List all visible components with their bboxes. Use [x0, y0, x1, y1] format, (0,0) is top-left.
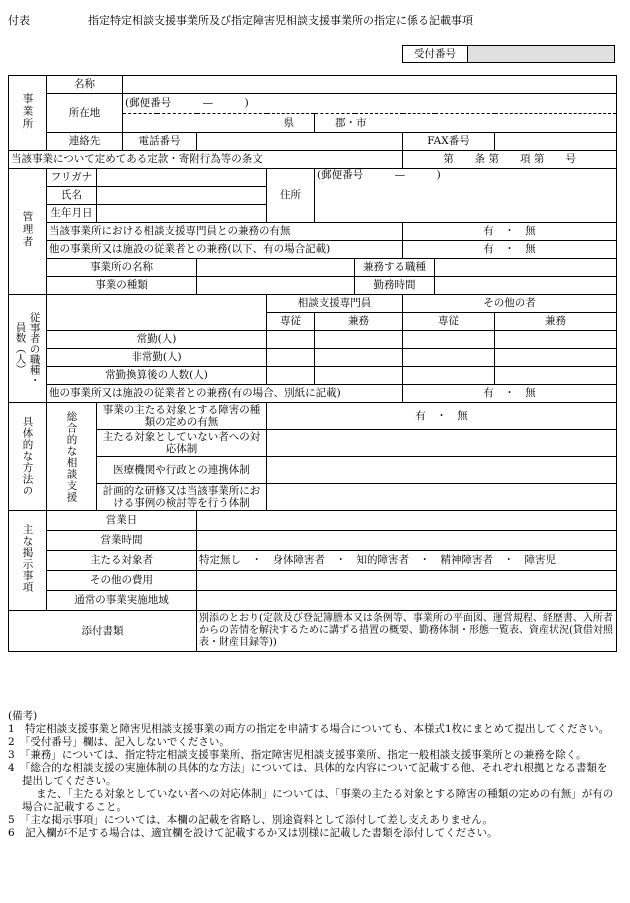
manager-concurrent-other-label: 他の事業所又は施設の従業者との兼務(以下、有の場合記載) [47, 241, 403, 259]
staff-specialist-concurrent-header: 兼務 [315, 313, 403, 331]
manager-office-name-label: 事業所の名称 [47, 259, 197, 277]
staff-cell[interactable] [495, 367, 617, 385]
office-fax-input[interactable] [495, 133, 617, 151]
receipt-number-box [402, 45, 615, 63]
staff-other-concurrent-choice[interactable]: 有 ・ 無 [403, 385, 617, 403]
staff-fte-label: 常勤換算後の人数(人) [47, 367, 267, 385]
staff-section-label: 員数（人） 従事者の職種・ [9, 295, 47, 403]
article-fields[interactable]: 第 条 第 項 第 号 [403, 151, 617, 169]
manager-role-input[interactable] [435, 259, 617, 277]
office-pref-label: 県 [123, 113, 315, 133]
docs-label: 添付書類 [9, 611, 197, 652]
office-contact-label: 連絡先 [47, 133, 123, 151]
manager-office-type-label: 事業の種類 [47, 277, 197, 295]
staff-cell[interactable] [403, 349, 495, 367]
manager-address-input[interactable] [315, 169, 617, 223]
system-non-target-input[interactable] [267, 430, 617, 457]
staff-cell[interactable] [403, 367, 495, 385]
system-target-type-label: 事業の主たる対象とする障害の種類の定めの有無 [97, 403, 267, 430]
staff-other-concurrent-header: 兼務 [495, 313, 617, 331]
system-section-label: 具体的な方法の [9, 403, 47, 511]
staff-cell[interactable] [267, 349, 315, 367]
manager-concurrent-specialist-choice[interactable]: 有 ・ 無 [403, 223, 617, 241]
staff-cell[interactable] [315, 367, 403, 385]
form-title: 指定特定相談支援事業所及び指定障害児相談支援事業所の指定に係る記載事項 [88, 14, 473, 27]
office-name-label: 名称 [47, 76, 123, 94]
staff-specialist-full-header: 専従 [267, 313, 315, 331]
office-location-label: 所在地 [47, 94, 123, 133]
manager-furigana-label: フリガナ [47, 169, 97, 187]
manager-furigana-input[interactable] [97, 169, 267, 187]
docs-text: 別添のとおり(定款及び登記簿謄本又は条例等、事業所の平面図、運営規程、経歴書、入所者からの苦情を解決するために講ずる措置の概要、勤務体制・形態一覧表、資産状況(貸借対照表・財産目録等)) [197, 611, 617, 652]
manager-name-label: 氏名 [47, 187, 97, 205]
staff-other-full-header: 専従 [403, 313, 495, 331]
manager-office-name-input[interactable] [197, 259, 355, 277]
system-cooperation-input[interactable] [267, 457, 617, 484]
staff-fulltime-label: 常勤(人) [47, 331, 267, 349]
notice-fees-label: その他の費用 [47, 571, 197, 591]
manager-office-type-input[interactable] [197, 277, 355, 295]
system-training-input[interactable] [267, 484, 617, 511]
notes-section [8, 710, 616, 840]
office-tel-input[interactable] [197, 133, 403, 151]
manager-role-label: 兼務する職種 [355, 259, 435, 277]
notice-hours-input[interactable] [197, 531, 617, 551]
note-item: 4 「総合的な相談支援の実施体制の具体的な方法」については、具体的な内容について記載する他、それぞれ根拠となる書類を提出してください。 [8, 762, 608, 787]
note-item: 5 「主な掲示事項」については、本欄の記載を省略し、別途資料として添付して差し支えありません。 [8, 814, 493, 826]
notice-hours-label: 営業時間 [47, 531, 197, 551]
application-form-table [8, 75, 617, 652]
staff-cell[interactable] [403, 331, 495, 349]
office-postal-code[interactable]: (郵便番号 — ) [123, 94, 617, 114]
staff-cell[interactable] [495, 331, 617, 349]
staff-cell[interactable] [267, 367, 315, 385]
system-target-type-choice[interactable]: 有 ・ 無 [267, 403, 617, 430]
staff-other-header: その他の者 [403, 295, 617, 313]
system-section-sublabel: 総合的な相談支援 [47, 403, 97, 511]
note-item: 3 「兼務」については、指定特定相談支援事業所、指定障害児相談支援事業所、指定一般相談支援事業所との兼務を除く。 [8, 749, 587, 761]
staff-parttime-label: 非常勤(人) [47, 349, 267, 367]
manager-dob-input[interactable] [97, 205, 267, 223]
system-non-target-label: 主たる対象としていない者への対応体制 [97, 430, 267, 457]
article-label: 当該事業について定めてある定款・寄附行為等の条文 [9, 151, 403, 169]
manager-dob-label: 生年月日 [47, 205, 97, 223]
notice-target-label: 主たる対象者 [47, 551, 197, 571]
staff-specialist-header: 相談支援専門員 [267, 295, 403, 313]
office-section-label: 事業所 [9, 76, 47, 151]
form-header [8, 12, 473, 28]
manager-concurrent-other-choice[interactable]: 有 ・ 無 [403, 241, 617, 259]
manager-section-label: 管理者 [9, 169, 47, 295]
system-cooperation-label: 医療機関や行政との連携体制 [97, 457, 267, 484]
staff-other-concurrent-label: 他の事業所又は施設の従業者との兼務(有の場合、別紙に記載) [47, 385, 403, 403]
manager-postal-code: (郵便番号 — ) [317, 169, 441, 181]
notes-title: (備考) [8, 710, 38, 722]
office-tel-label: 電話番号 [123, 133, 197, 151]
notice-fees-input[interactable] [197, 571, 617, 591]
office-name-input[interactable] [123, 76, 617, 94]
staff-cell[interactable] [315, 331, 403, 349]
notice-days-label: 営業日 [47, 511, 197, 531]
office-fax-label: FAX番号 [403, 133, 495, 151]
notice-area-input[interactable] [197, 591, 617, 611]
receipt-label: 受付番号 [403, 46, 468, 63]
staff-cell[interactable] [495, 349, 617, 367]
staff-blank-corner [47, 295, 267, 331]
office-city-label: 郡・市 [315, 113, 617, 133]
manager-concurrent-specialist-label: 当該事業所における相談支援専門員との兼務の有無 [47, 223, 403, 241]
note-item: 6 記入欄が不足する場合は、適宜欄を設けて記載するか又は別様に記載した書類を添付してください。 [8, 827, 498, 839]
note-item: また、「主たる対象としていない者への対応体制」については、「事業の主たる対象とする障害の種類の定めの有無」が有の場合に記載すること。 [22, 788, 614, 813]
notice-section-label: 主な掲示事項 [9, 511, 47, 611]
notice-target-choice[interactable]: 特定無し ・ 身体障害者 ・ 知的障害者 ・ 精神障害者 ・ 障害児 [197, 551, 617, 571]
manager-name-input[interactable] [97, 187, 267, 205]
receipt-input[interactable] [468, 46, 615, 63]
note-item: 2 「受付番号」欄は、記入しないでください。 [8, 736, 230, 748]
form-label: 付表 [8, 14, 30, 27]
staff-cell[interactable] [315, 349, 403, 367]
note-item: 1 特定相談支援事業と障害児相談支援事業の両方の指定を申請する場合についても、本様式1枚にまとめて提出してください。 [8, 723, 610, 735]
manager-hours-input[interactable] [435, 277, 617, 295]
manager-hours-label: 勤務時間 [355, 277, 435, 295]
notice-area-label: 通常の事業実施地域 [47, 591, 197, 611]
staff-cell[interactable] [267, 331, 315, 349]
notice-days-input[interactable] [197, 511, 617, 531]
system-training-label: 計画的な研修又は当該事業所における事例の検討等を行う体制 [97, 484, 267, 511]
manager-address-label: 住所 [267, 169, 315, 223]
